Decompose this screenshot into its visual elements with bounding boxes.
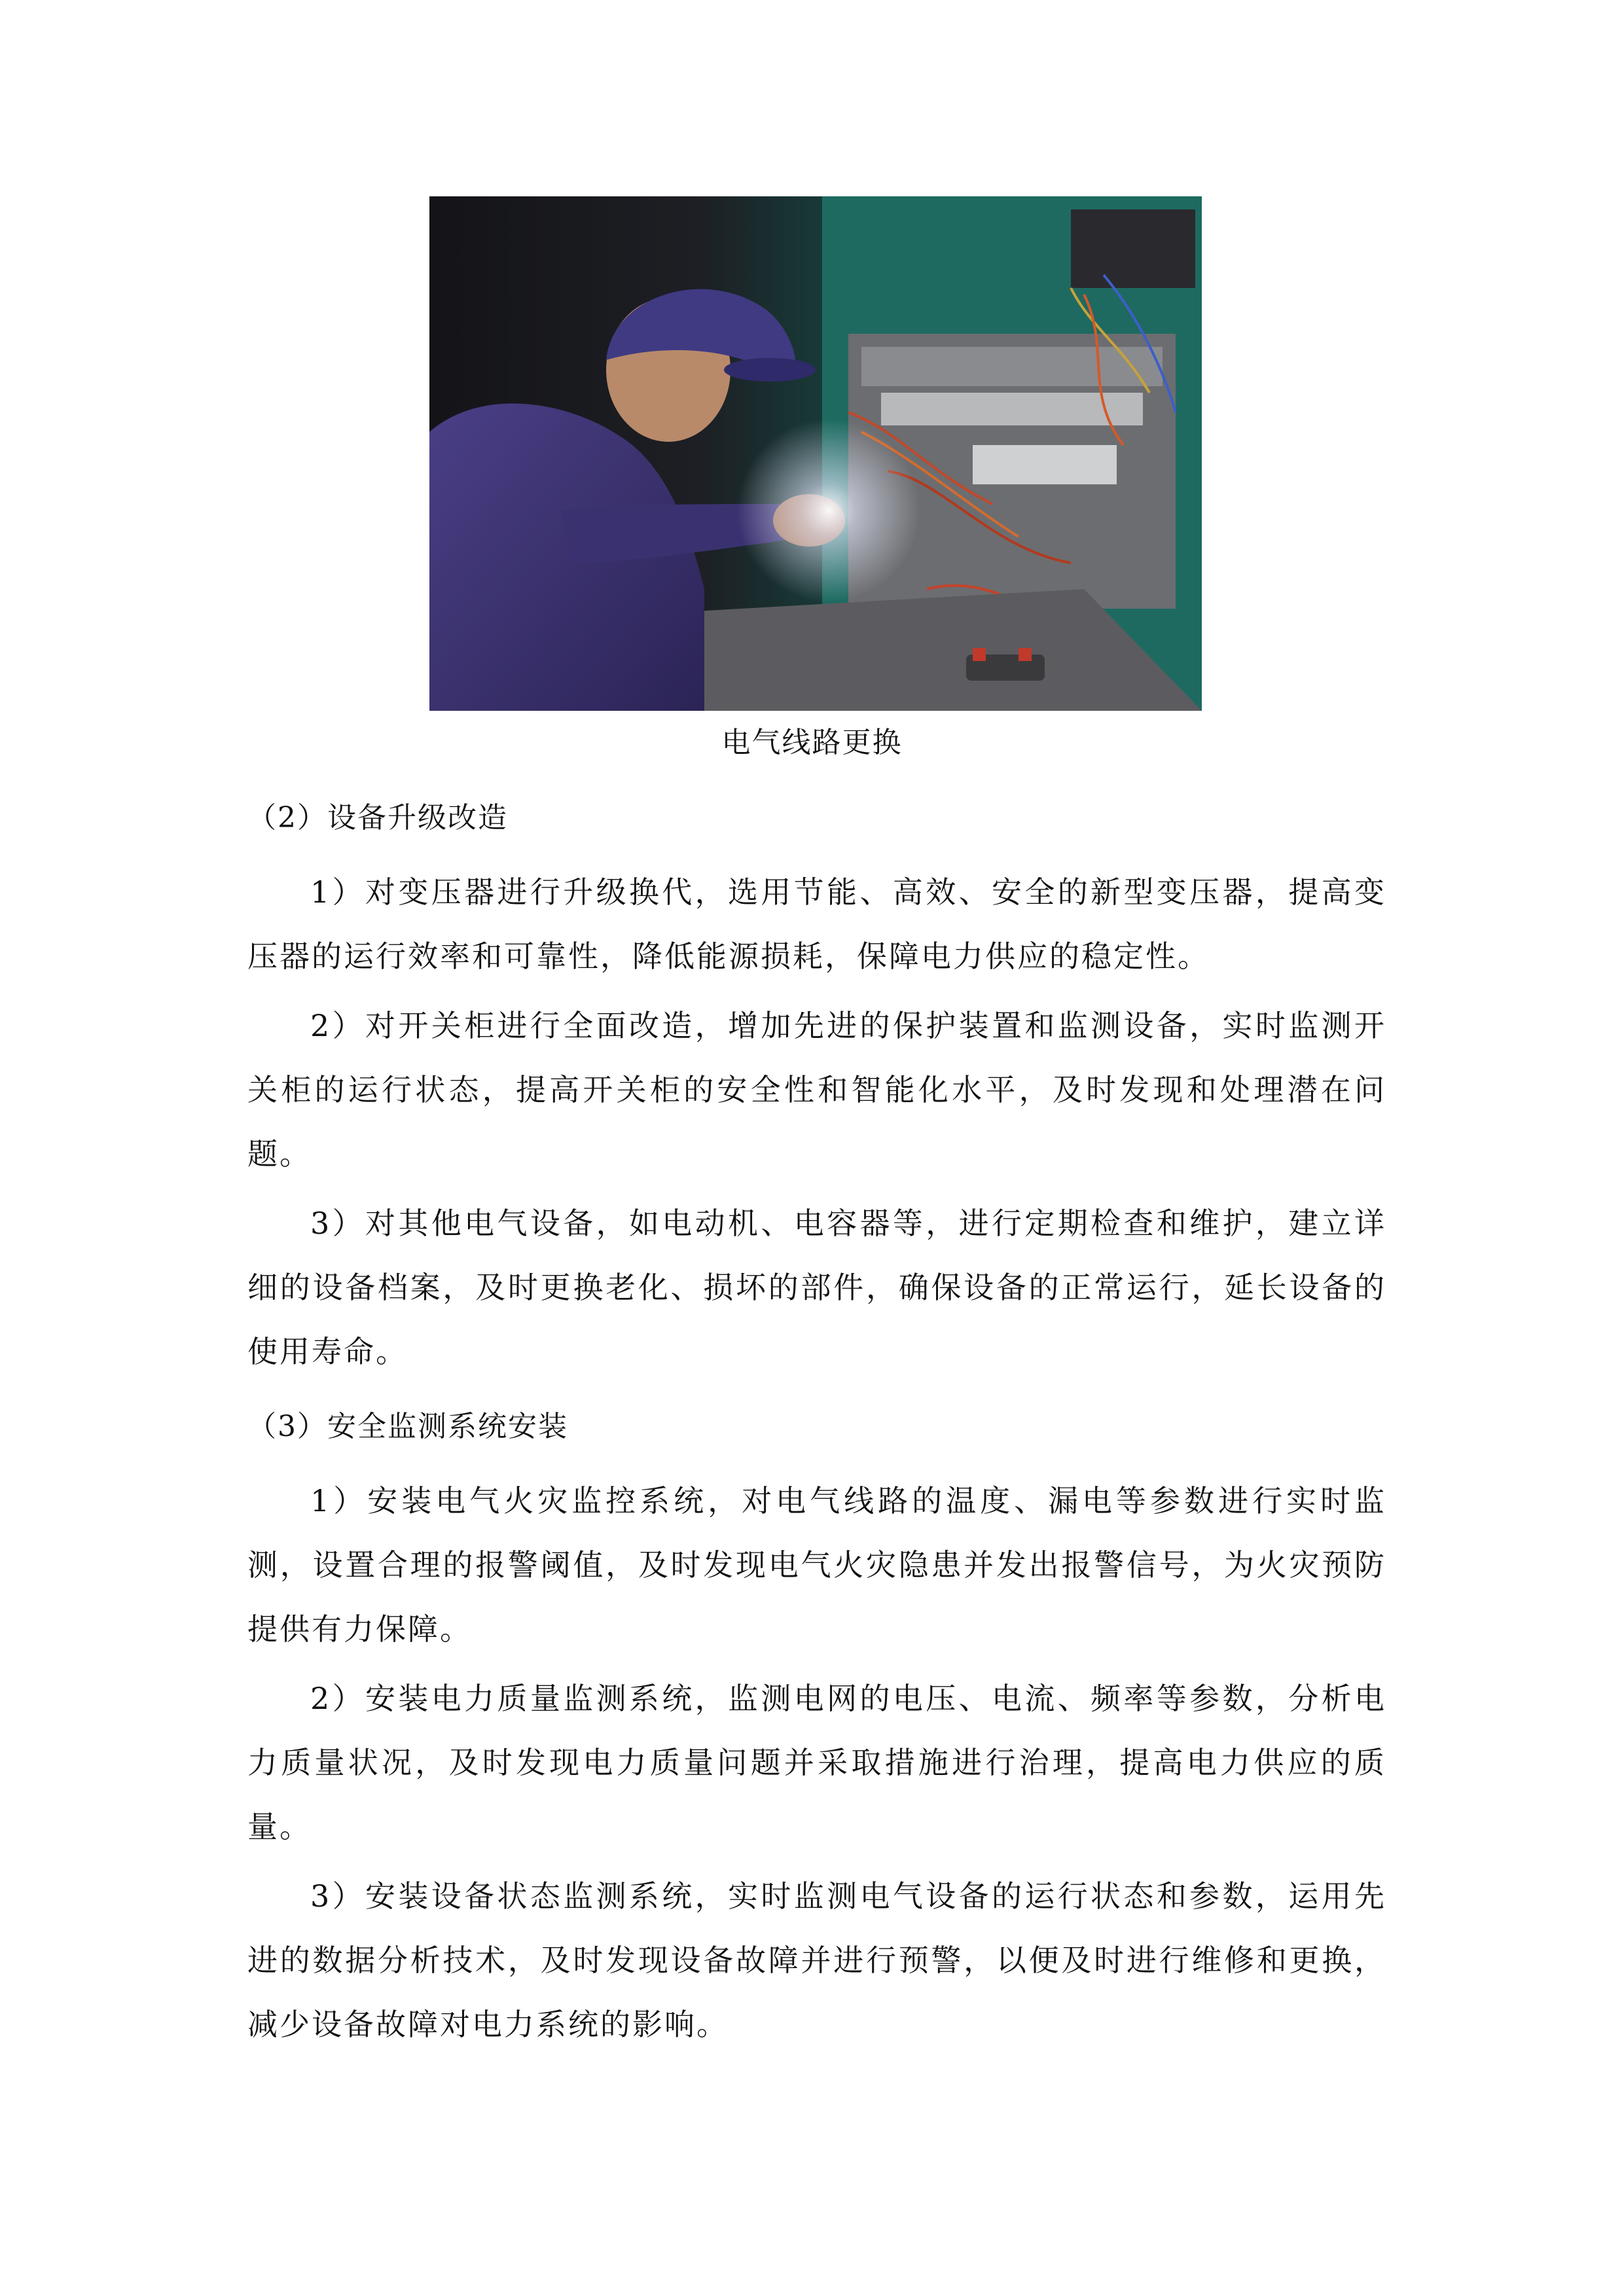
section-heading-upgrade: （2）设备升级改造	[247, 801, 508, 834]
body-text	[247, 798, 1386, 2062]
electrician-photo-illustration	[429, 196, 1202, 711]
electrician-photo	[429, 196, 1202, 711]
paragraph: 2）对开关柜进行全面改造，增加先进的保护装置和监测设备，实时监测开关柜的运行状态，提高开关柜的安全性和智能化水平，及时发现和处理潜在问题。	[247, 1008, 1386, 1172]
paragraph: 2）安装电力质量监测系统，监测电网的电压、电流、频率等参数，分析电力质量状况，及时发现电力质量问题并采取措施进行治理，提高电力供应的质量。	[247, 1681, 1386, 1844]
figure-caption: 电气线路更换	[721, 726, 903, 759]
section-heading-monitoring: （3）安全监测系统安装	[247, 1410, 568, 1443]
paragraph: 1）对变压器进行升级换代，选用节能、高效、安全的新型变压器，提高变压器的运行效率和可靠性，降低能源损耗，保障电力供应的稳定性。	[247, 874, 1386, 974]
paragraph: 3）对其他电气设备，如电动机、电容器等，进行定期检查和维护，建立详细的设备档案，及时更换老化、损坏的部件，确保设备的正常运行，延长设备的使用寿命。	[247, 1206, 1386, 1369]
paragraph: 1）安装电气火灾监控系统，对电气线路的温度、漏电等参数进行实时监测，设置合理的报警阈值，及时发现电气火灾隐患并发出报警信号，为火灾预防提供有力保障。	[247, 1483, 1386, 1647]
paragraph: 3）安装设备状态监测系统，实时监测电气设备的运行状态和参数，运用先进的数据分析技术，及时发现设备故障并进行预警，以便及时进行维修和更换，减少设备故障对电力系统的影响。	[247, 1878, 1386, 2042]
